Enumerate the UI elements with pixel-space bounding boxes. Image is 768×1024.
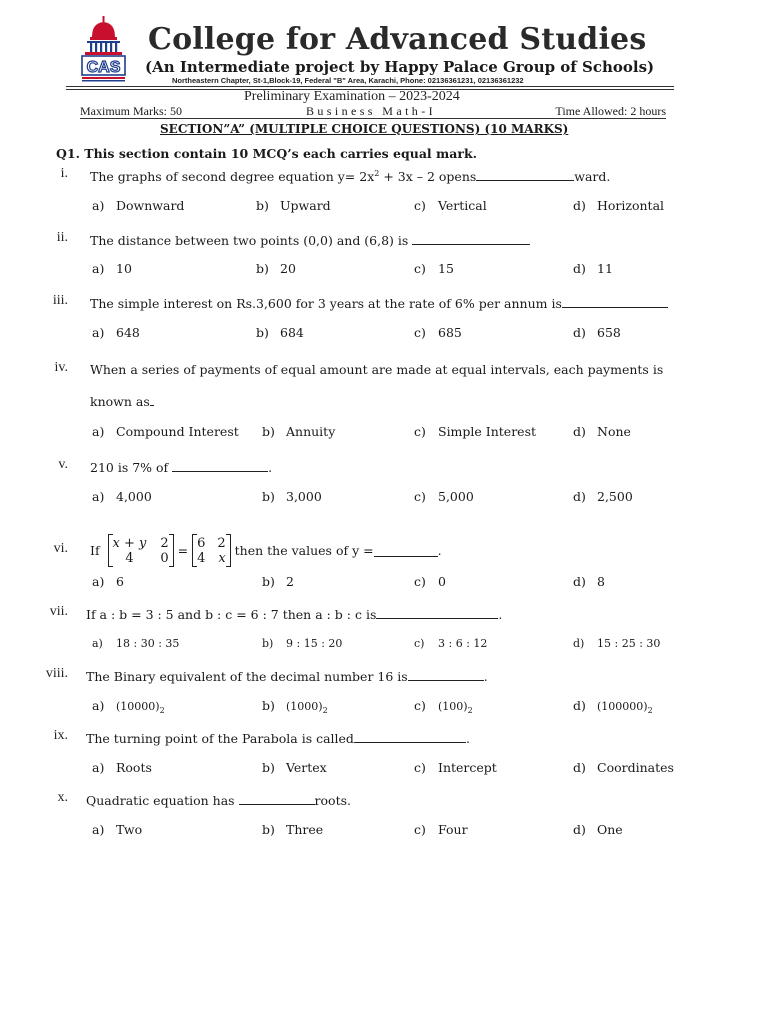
max-marks: Maximum Marks: 50 [80,104,182,118]
answer-blank [562,295,668,308]
option-a: a) Downward [92,198,185,213]
logo-text: CAS [86,59,121,76]
option-d: d) 8 [573,574,605,589]
option-d: d) One [573,822,623,837]
option-a: a) Compound Interest [92,424,239,439]
option-a: a) 4,000 [92,489,152,504]
option-c: c) Simple Interest [414,424,537,439]
option-a: a) Roots [92,760,152,775]
option-b: b) 3,000 [262,489,322,504]
option-d: d) 15 : 25 : 30 [573,637,661,650]
question-text: If x + y 2 4 0 = 6 2 4 x then the values of y = . [90,535,442,566]
option-c: c) 3 : 6 : 12 [414,637,488,650]
option-c: c) 5,000 [414,489,474,504]
question-number: iv. [54,360,68,375]
exam-info-line [80,104,666,119]
matrix-left: x + y 2 4 0 [108,535,174,566]
option-a: a) 648 [92,325,140,340]
question-number: vii. [49,604,68,619]
answer-blank [172,459,268,472]
option-c: c) Intercept [414,760,497,775]
option-b: b) Vertex [262,760,327,775]
option-b: b) 2 [262,574,294,589]
answer-blank [408,668,484,681]
college-name: College for Advanced Studies [148,22,647,57]
question-text: If a : b = 3 : 5 and b : c = 6 : 7 then a : b : c is . [86,607,503,622]
question-text-line2: known as [90,393,154,409]
option-b: b) $(1000)_2$ [262,698,328,716]
option-b: b) 9 : 15 : 20 [262,637,343,650]
option-a: a) 6 [92,574,124,589]
option-c: c) $(100)_2$ [414,698,473,716]
option-b: b) Annuity [262,424,336,439]
question-number: iii. [52,293,68,308]
exam-title: Preliminary Examination – 2023-2024 [244,89,460,104]
option-d: d) None [573,424,631,439]
answer-blank [239,792,315,805]
question-text: The distance between two points (0,0) and (6,8) is [90,232,530,248]
option-a: a) 18 : 30 : 35 [92,637,180,650]
question-text: The Binary equivalent of the decimal number 16 is . [86,669,488,684]
question-number: x. [57,790,68,805]
question-number: ii. [56,230,68,245]
option-d: d) Horizontal [573,198,665,213]
college-logo [78,15,130,85]
answer-blank [412,232,530,245]
answer-blank [150,393,154,406]
question-number: v. [58,457,68,472]
option-c: c) 15 [414,261,454,276]
college-address: Northeastern Chapter, St-1,Block-19, Federal "B" Area, Karachi, Phone: 02136361231, 02136361232 [172,76,524,85]
question-number: ix. [53,728,68,743]
question-number: i. [60,166,68,181]
question-number: vi. [53,541,68,556]
option-d: d) 658 [573,325,621,340]
college-subtitle: (An Intermediate project by Happy Palace Group of Schools) [145,58,655,76]
option-c: c) 0 [414,574,446,589]
question-header: Q1. This section contain 10 MCQ’s each carries equal mark. [56,146,477,161]
subject-name: Business Math-I [306,104,436,118]
answer-blank [476,168,574,181]
option-b: b) 20 [256,261,296,276]
question-number: viii. [45,666,68,681]
time-allowed: Time Allowed: 2 hours [555,104,666,118]
option-b: b) Upward [256,198,331,213]
option-c: c) Vertical [414,198,487,213]
answer-blank [354,730,466,743]
option-d: d) Coordinates [573,760,674,775]
question-text: The turning point of the Parabola is called . [86,731,470,746]
option-d: d) 11 [573,261,613,276]
question-text: 210 is 7% of . [90,460,273,475]
question-text: The simple interest on Rs.3,600 for 3 years at the rate of 6% per annum is [90,295,668,311]
question-text: The graphs of second degree equation $y= 2x^2 + 3x - 2$ opens ward. [90,168,611,184]
section-title: SECTION”A” (MULTIPLE CHOICE QUESTIONS) (10 MARKS) [160,122,569,136]
option-c: c) 685 [414,325,462,340]
question-text-line1: When a series of payments of equal amount are made at equal intervals, each payments is [90,362,664,377]
answer-blank [374,544,438,557]
option-d: d) 2,500 [573,489,633,504]
option-b: b) 684 [256,325,304,340]
option-a: a) $(10000)_2$ [92,698,165,716]
matrix-right: 6 2 4 x [192,535,231,566]
option-a: a) Two [92,822,143,837]
answer-blank [376,606,498,619]
option-c: c) Four [414,822,468,837]
question-text: Quadratic equation has roots. [86,793,351,808]
option-a: a) 10 [92,261,132,276]
header-rule [66,86,674,87]
option-d: d) $(100000)_2$ [573,698,653,716]
option-b: b) Three [262,822,324,837]
